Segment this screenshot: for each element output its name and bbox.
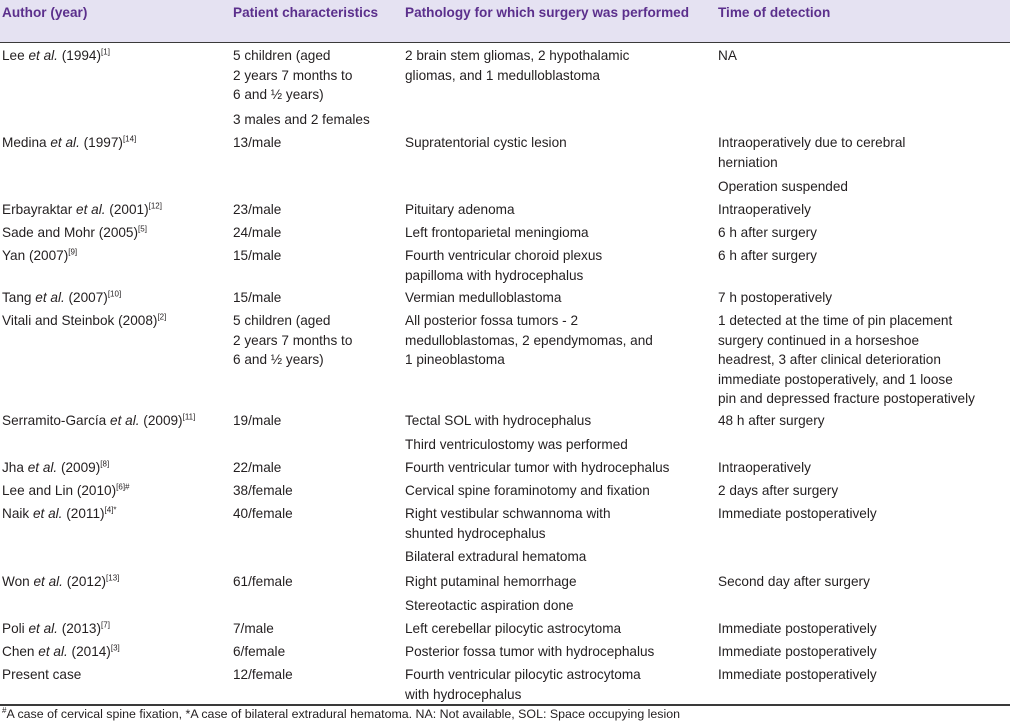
author-cell: [2, 246, 77, 266]
time-line: herniation: [718, 154, 778, 170]
author-name: Naik: [2, 506, 33, 521]
author-year: (1997): [79, 135, 123, 150]
et-al: et al.: [50, 135, 80, 150]
time-line: 6 h after surgery: [718, 248, 817, 263]
patient-line: 7/male: [233, 621, 274, 636]
author-name: Lee and Lin (2010): [2, 483, 117, 498]
patient-line: 38/female: [233, 483, 293, 498]
table-header: [0, 0, 1010, 42]
patient-line: 13/male: [233, 135, 282, 150]
author-name: Present case: [2, 667, 82, 682]
author-cell: [2, 572, 119, 592]
author-year: (1994): [57, 48, 102, 63]
pathology-line: papilloma with hydrocephalus: [405, 267, 584, 283]
time-line: 1 detected at the time of pin placement: [718, 313, 953, 328]
author-name: Chen: [2, 644, 39, 659]
pathology-line: Right putaminal hemorrhage: [405, 574, 577, 589]
patient-line: 22/male: [233, 460, 282, 475]
author-year: (2001): [105, 202, 149, 217]
pathology-line: All posterior fossa tumors - 2: [405, 313, 579, 328]
author-name: Erbayraktar: [2, 202, 77, 217]
pathology-line: Fourth ventricular choroid plexus: [405, 248, 603, 263]
pathology-line: with hydrocephalus: [405, 686, 522, 702]
pathology-line: Left cerebellar pilocytic astrocytoma: [405, 621, 622, 636]
reference-marker: [11]: [182, 412, 196, 422]
pathology-line: Tectal SOL with hydrocephalus: [405, 413, 592, 428]
author-name: Vitali and Steinbok (2008): [2, 313, 158, 328]
time-line: Immediate postoperatively: [718, 506, 877, 521]
pathology-line: Fourth ventricular pilocytic astrocytoma: [405, 667, 641, 682]
author-name: Serramito-García: [2, 413, 111, 428]
author-cell: [2, 458, 109, 478]
author-name: Yan (2007): [2, 248, 69, 263]
patient-line: 24/male: [233, 225, 282, 240]
time-line: Intraoperatively: [718, 460, 811, 475]
author-cell: [2, 642, 120, 662]
reference-marker: [2]: [157, 312, 167, 322]
reference-marker: [6]#: [116, 482, 130, 492]
author-name: Medina: [2, 135, 51, 150]
patient-line: 5 children (aged: [233, 313, 331, 328]
pathology-line: Bilateral extradural hematoma: [405, 549, 587, 564]
et-al: et al.: [76, 202, 106, 217]
reference-marker: [1]: [101, 47, 110, 57]
et-al: et al.: [35, 290, 65, 305]
time-line: 6 h after surgery: [718, 225, 817, 240]
et-al: et al.: [28, 48, 58, 63]
patient-line: 2 years 7 months to: [233, 332, 353, 348]
time-line: immediate postoperatively, and 1 loose: [718, 371, 953, 387]
author-year: (2009): [139, 413, 183, 428]
pathology-line: Cervical spine foraminotomy and fixation: [405, 483, 650, 498]
patient-line: 12/female: [233, 667, 293, 682]
time-line: Immediate postoperatively: [718, 644, 877, 659]
author-cell: [2, 481, 129, 501]
header-patient: Patient characteristics: [233, 5, 379, 20]
pathology-line: Right vestibular schwannoma with: [405, 506, 611, 521]
time-line: surgery continued in a horseshoe: [718, 332, 920, 348]
pathology-line: shunted hydrocephalus: [405, 525, 546, 541]
pathology-line: 1 pineoblastoma: [405, 352, 505, 367]
reference-marker: [14]: [122, 134, 137, 144]
patient-line: 5 children (aged: [233, 48, 331, 63]
time-line: Intraoperatively due to cerebral: [718, 135, 906, 150]
et-al: et al.: [110, 413, 140, 428]
time-line: 48 h after surgery: [718, 413, 825, 428]
time-line: Second day after surgery: [718, 574, 870, 589]
reference-marker: [8]: [100, 459, 110, 469]
author-cell: [2, 200, 162, 220]
pathology-line: Fourth ventricular tumor with hydrocephalus: [405, 460, 670, 475]
time-line: 7 h postoperatively: [718, 290, 833, 305]
author-name: Lee: [2, 48, 29, 63]
author-name: Tang: [2, 290, 36, 305]
patient-line: 6/female: [233, 644, 286, 659]
reference-marker: [7]: [101, 620, 110, 630]
author-year: (2007): [64, 290, 108, 305]
author-cell: [2, 411, 195, 431]
patient-line: 15/male: [233, 248, 282, 263]
patient-line: 3 males and 2 females: [233, 111, 370, 127]
author-cell: [2, 665, 81, 685]
header-author: Author (year): [2, 5, 88, 20]
author-cell: [2, 288, 121, 308]
pathology-line: Supratentorial cystic lesion: [405, 135, 567, 150]
patient-line: 2 years 7 months to: [233, 67, 353, 83]
et-al: et al.: [28, 621, 58, 636]
author-name: Sade and Mohr (2005): [2, 225, 139, 240]
patient-line: 15/male: [233, 290, 282, 305]
time-line: headrest, 3 after clinical deterioration: [718, 352, 941, 367]
pathology-line: Stereotactic aspiration done: [405, 597, 574, 613]
time-line: Immediate postoperatively: [718, 667, 877, 682]
patient-line: 6 and ½ years): [233, 87, 324, 102]
time-line: NA: [718, 48, 737, 63]
reference-marker: [13]: [106, 573, 120, 583]
author-cell: [2, 46, 110, 66]
patient-line: 40/female: [233, 506, 293, 521]
table-footnote: #A case of cervical spine fixation, *A case of bilateral extradural hematoma. NA: Not available, SOL: Space occupying lesion: [2, 705, 681, 721]
patient-line: 61/female: [233, 574, 293, 589]
reference-marker: [5]: [138, 224, 147, 234]
et-al: et al.: [32, 506, 63, 521]
pathology-line: Pituitary adenoma: [405, 202, 515, 217]
et-al: et al.: [33, 574, 63, 589]
author-cell: [2, 504, 117, 524]
author-name: Jha: [2, 460, 28, 475]
reference-marker: [12]: [148, 201, 162, 211]
reference-marker: [4]*: [104, 505, 117, 515]
patient-line: 6 and ½ years): [233, 352, 324, 367]
footnote-text: A case of cervical spine fixation, *A case of bilateral extradural hematoma. NA: Not available, SOL: Space occupying lesion: [6, 707, 681, 721]
author-year: (2009): [57, 460, 101, 475]
header-rule: [0, 42, 1010, 43]
time-line: Intraoperatively: [718, 202, 811, 217]
patient-line: 19/male: [233, 413, 282, 428]
pathology-line: medulloblastomas, 2 ependymomas, and: [405, 332, 653, 348]
time-line: Immediate postoperatively: [718, 621, 877, 636]
reference-marker: [10]: [107, 289, 122, 299]
author-year: (2013): [57, 621, 102, 636]
header-time: Time of detection: [718, 5, 831, 20]
pathology-line: gliomas, and 1 medulloblastoma: [405, 67, 600, 83]
time-line: Operation suspended: [718, 179, 848, 194]
author-name: Poli: [2, 621, 29, 636]
pathology-line: 2 brain stem gliomas, 2 hypothalamic: [405, 48, 630, 63]
time-line: 2 days after surgery: [718, 483, 839, 498]
author-year: (2012): [62, 574, 107, 589]
header-pathology: Pathology for which surgery was performed: [405, 5, 690, 20]
et-al: et al.: [27, 460, 58, 475]
reference-marker: [9]: [68, 247, 78, 257]
author-cell: [2, 133, 136, 153]
pathology-line: Left frontoparietal meningioma: [405, 225, 589, 240]
author-name: Won: [2, 574, 34, 589]
pathology-line: Posterior fossa tumor with hydrocephalus: [405, 644, 655, 659]
pathology-line: Vermian medulloblastoma: [405, 290, 562, 305]
author-year: (2014): [67, 644, 111, 659]
author-cell: [2, 619, 110, 639]
author-cell: [2, 311, 166, 331]
author-year: (2011): [62, 506, 105, 521]
reference-marker: [3]: [110, 643, 120, 653]
time-line: pin and depressed fracture postoperatively: [718, 391, 975, 406]
patient-line: 23/male: [233, 202, 282, 217]
pathology-line: Third ventriculostomy was performed: [405, 436, 628, 452]
et-al: et al.: [38, 644, 68, 659]
author-cell: [2, 223, 147, 243]
